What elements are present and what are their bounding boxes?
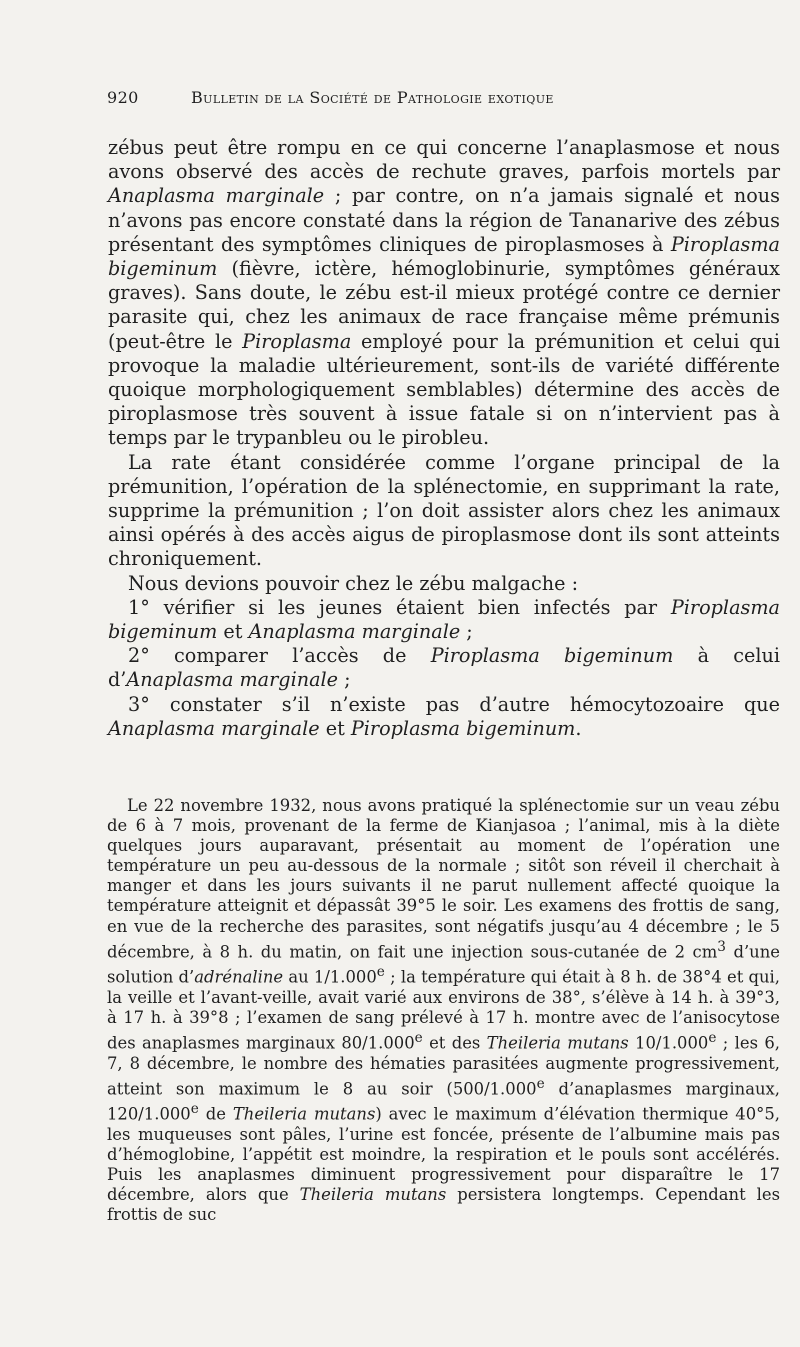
species-name: Anaplasma marginale <box>108 716 320 740</box>
text-span: au 1/1.000 <box>283 967 377 987</box>
text-span: ; par contre, on n’a jamais signalé et nous n’avons pas encore constaté dans la région de Tananarive des zébus présentant des symptômes cliniques de piroplasmoses à <box>108 184 780 256</box>
objectives-intro: Nous devions pouvoir chez le zébu malgache : <box>128 571 579 595</box>
text-span: 10/1.000 <box>628 1033 709 1053</box>
text-span: persistera longtemps. Cependant les frottis de suc <box>107 1185 781 1225</box>
species-name: Piroplasma bigeminum <box>350 716 576 740</box>
main-text <box>108 136 780 741</box>
text-span: 1° vérifier si les jeunes étaient bien infectés par <box>128 595 671 619</box>
text-span: et <box>217 620 249 644</box>
spleen-paragraph: La rate étant considérée comme l’organe principal de la prémunition, l’opération de la splénectomie, en supprimant la rate, supprime la prémunition ; l’on doit assister alors chez les animaux ainsi opérés à des accès aigus de piroplasmose dont ils sont atteints chroniquement. <box>108 450 780 571</box>
superscript: e <box>708 1029 717 1046</box>
text-span: de <box>198 1104 233 1124</box>
text-span: ; <box>338 668 351 692</box>
species-name: Piroplasma <box>242 329 352 353</box>
species-name: Anaplasma marginale <box>126 668 338 692</box>
species-name: Theileria mutans <box>299 1185 447 1205</box>
text-span: d’une solution d’ <box>107 942 780 987</box>
species-name: Theileria mutans <box>486 1033 629 1053</box>
text-span: ; la température qui était à 8 h. de 38°4 et qui, la veille et l’avant-veille, avait varié aux environs de 38°, s’élève à 14 h. à 39°3, à 17 h. à 39°8 ; l’examen de sang prélevé à 17 h. montre avec de l’anisocytose des anaplasmes marginaux 80/1.000 <box>107 967 781 1053</box>
species-name: Anaplasma marginale <box>108 184 325 208</box>
text-span: ; <box>460 620 473 644</box>
objective-3 <box>108 693 780 741</box>
text-span: 2° comparer l’accès de <box>128 644 431 668</box>
text-span: et <box>319 716 351 740</box>
text-span: . <box>575 716 582 740</box>
species-name: Piroplasma bigeminum <box>108 595 780 644</box>
objective-1 <box>108 596 780 644</box>
superscript: 3 <box>717 938 726 955</box>
text-span: zébus peut être rompu en ce qui concerne l’anaplasmose et nous avons observé des accès de rechute graves, parfois mortels par <box>108 136 780 184</box>
species-name: Anaplasma marginale <box>248 620 461 644</box>
case-paragraph <box>107 796 780 1225</box>
superscript: e <box>376 964 385 981</box>
text-span: employé pour la prémunition et celui qui provoque la maladie ultérieurement, sont-ils de variété différente quoique morphologiquement semblables) détermine des accès de piroplasmose très souvent à issue fatale si on n’intervient pas à temps par le trypanbleu ou le pirobleu. <box>108 329 780 450</box>
species-name: Piroplasma bigeminum <box>430 644 674 668</box>
text-span: et des <box>422 1033 487 1053</box>
intro-paragraph <box>108 136 780 451</box>
page-number: 920 <box>107 88 139 107</box>
text-span: (fièvre, ictère, hémoglobinurie, symptômes généraux graves). Sans doute, le zébu est-il mieux protégé contre ce dernier parasite qui, chez les animaux de race française même prémunis (peut-être le <box>108 257 780 353</box>
text-span: ) avec le maximum d’élévation thermique 40°5, les muqueuses sont pâles, l’urine est foncée, présente de l’albumine mais pas d’hémoglobine, l’appétit est moindre, la respiration et le pouls sont accélérés. Puis les anaplasmes diminuent progressivement pour disparaître le 17 décembre, alors que <box>107 1104 780 1205</box>
species-name: Piroplasma bigeminum <box>108 232 780 281</box>
text-span: 3° constater s’il n’existe pas d’autre hémocytozoaire que <box>128 692 780 716</box>
journal-title: Bulletin de la Société de Pathologie exotique <box>191 88 554 107</box>
species-name: Theileria mutans <box>232 1104 376 1124</box>
superscript: e <box>414 1029 423 1046</box>
case-report <box>107 796 780 1225</box>
superscript: e <box>190 1101 199 1118</box>
superscript: e <box>536 1075 545 1092</box>
objective-2 <box>108 644 780 692</box>
running-header <box>107 88 667 107</box>
text-span: d’anaplasmes marginaux, 120/1.000 <box>107 1079 780 1124</box>
text-span: ; les 6, 7, 8 décembre, le nombre des hématies parasitées augmente progressivement, atteint son maximum le 8 au soir (500/1.000 <box>107 1033 780 1099</box>
text-span: à celui d’ <box>108 644 780 692</box>
text-span: Le 22 novembre 1932, nous avons pratiqué la splénectomie sur un veau zébu de 6 à 7 mois, provenant de la ferme de Kianjasoa ; l’animal, mis à la diète quelques jours auparavant, présentait au moment de l’opération une température un peu au-dessous de la normale ; sitôt son réveil il cherchait à manger et dans les jours suivants il ne parut nullement affecté quoique la température atteignit et dépassât 39°5 le soir. Les examens des frottis de sang, en vue de la recherche des parasites, sont négatifs jusqu’au 4 décembre ; le 5 décembre, à 8 h. du matin, on fait une injection sous-cutanée de 2 cm <box>107 796 780 962</box>
drug-name: adrénaline <box>194 967 284 987</box>
